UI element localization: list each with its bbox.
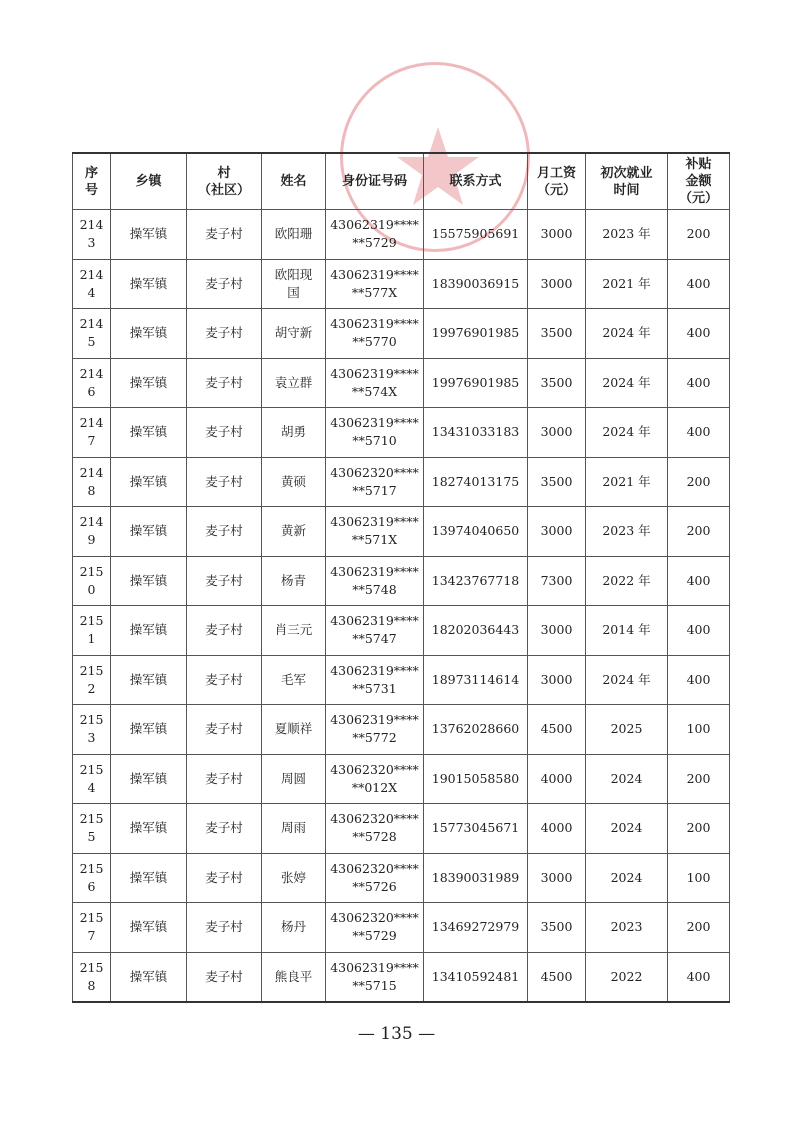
- cell-town: 操军镇: [111, 210, 187, 260]
- cell-first-job: 2022: [586, 952, 668, 1002]
- cell-name: 欧阳珊: [262, 210, 326, 260]
- header-seq: 序 号: [73, 153, 111, 210]
- cell-phone: 19976901985: [424, 358, 528, 408]
- cell-subsidy: 400: [668, 606, 730, 656]
- cell-subsidy: 400: [668, 309, 730, 359]
- cell-phone: 18202036443: [424, 606, 528, 656]
- cell-name: 周圆: [262, 754, 326, 804]
- cell-name: 欧阳现 国: [262, 259, 326, 309]
- table-row: [73, 853, 730, 903]
- cell-subsidy: 200: [668, 903, 730, 953]
- cell-wage: 4000: [528, 804, 586, 854]
- cell-phone: 13410592481: [424, 952, 528, 1002]
- cell-village: 麦子村: [187, 457, 262, 507]
- cell-phone: 19976901985: [424, 309, 528, 359]
- cell-phone: 15575905691: [424, 210, 528, 260]
- cell-town: 操军镇: [111, 507, 187, 557]
- cell-phone: 13974040650: [424, 507, 528, 557]
- cell-phone: 18973114614: [424, 655, 528, 705]
- cell-first-job: 2022 年: [586, 556, 668, 606]
- subsidy-table: [72, 152, 730, 1003]
- cell-village: 麦子村: [187, 655, 262, 705]
- cell-id-number: 43062319**** **574X: [326, 358, 424, 408]
- cell-village: 麦子村: [187, 903, 262, 953]
- table-row: [73, 210, 730, 260]
- cell-name: 周雨: [262, 804, 326, 854]
- cell-name: 肖三元: [262, 606, 326, 656]
- cell-subsidy: 100: [668, 705, 730, 755]
- cell-town: 操军镇: [111, 655, 187, 705]
- cell-town: 操军镇: [111, 804, 187, 854]
- table-header-row: [73, 153, 730, 210]
- cell-first-job: 2023 年: [586, 507, 668, 557]
- cell-name: 黄硕: [262, 457, 326, 507]
- cell-phone: 13423767718: [424, 556, 528, 606]
- table-row: [73, 507, 730, 557]
- cell-name: 夏顺祥: [262, 705, 326, 755]
- table-row: [73, 705, 730, 755]
- cell-village: 麦子村: [187, 408, 262, 458]
- cell-subsidy: 200: [668, 210, 730, 260]
- cell-wage: 3500: [528, 358, 586, 408]
- cell-seq: 215 0: [73, 556, 111, 606]
- cell-subsidy: 400: [668, 259, 730, 309]
- cell-seq: 215 5: [73, 804, 111, 854]
- cell-wage: 4000: [528, 754, 586, 804]
- cell-name: 袁立群: [262, 358, 326, 408]
- cell-first-job: 2021 年: [586, 457, 668, 507]
- cell-village: 麦子村: [187, 210, 262, 260]
- cell-village: 麦子村: [187, 507, 262, 557]
- cell-subsidy: 200: [668, 507, 730, 557]
- table-row: [73, 457, 730, 507]
- cell-town: 操军镇: [111, 259, 187, 309]
- cell-subsidy: 400: [668, 952, 730, 1002]
- table-row: [73, 556, 730, 606]
- cell-town: 操军镇: [111, 556, 187, 606]
- cell-phone: 18390036915: [424, 259, 528, 309]
- cell-wage: 3000: [528, 210, 586, 260]
- cell-wage: 3000: [528, 259, 586, 309]
- cell-first-job: 2024 年: [586, 408, 668, 458]
- table-row: [73, 655, 730, 705]
- table-row: [73, 358, 730, 408]
- cell-village: 麦子村: [187, 804, 262, 854]
- cell-village: 麦子村: [187, 754, 262, 804]
- header-wage: 月工资 （元）: [528, 153, 586, 210]
- cell-seq: 214 8: [73, 457, 111, 507]
- cell-id-number: 43062319**** **5710: [326, 408, 424, 458]
- cell-village: 麦子村: [187, 259, 262, 309]
- table-row: [73, 804, 730, 854]
- header-id: 身份证号码: [326, 153, 424, 210]
- cell-name: 胡勇: [262, 408, 326, 458]
- cell-id-number: 43062320**** **5717: [326, 457, 424, 507]
- cell-town: 操军镇: [111, 358, 187, 408]
- cell-phone: 18390031989: [424, 853, 528, 903]
- cell-town: 操军镇: [111, 705, 187, 755]
- cell-town: 操军镇: [111, 853, 187, 903]
- cell-id-number: 43062319**** **571X: [326, 507, 424, 557]
- cell-subsidy: 400: [668, 556, 730, 606]
- cell-name: 毛军: [262, 655, 326, 705]
- cell-seq: 215 2: [73, 655, 111, 705]
- cell-wage: 3500: [528, 309, 586, 359]
- cell-wage: 3500: [528, 457, 586, 507]
- cell-name: 熊良平: [262, 952, 326, 1002]
- cell-first-job: 2023 年: [586, 210, 668, 260]
- cell-subsidy: 100: [668, 853, 730, 903]
- cell-phone: 19015058580: [424, 754, 528, 804]
- table-row: [73, 259, 730, 309]
- cell-town: 操军镇: [111, 309, 187, 359]
- cell-wage: 3000: [528, 507, 586, 557]
- table-row: [73, 754, 730, 804]
- cell-first-job: 2024 年: [586, 309, 668, 359]
- table-row: [73, 952, 730, 1002]
- cell-wage: 7300: [528, 556, 586, 606]
- cell-id-number: 43062319**** **5729: [326, 210, 424, 260]
- cell-id-number: 43062320**** **5728: [326, 804, 424, 854]
- cell-first-job: 2014 年: [586, 606, 668, 656]
- cell-village: 麦子村: [187, 556, 262, 606]
- cell-wage: 3000: [528, 655, 586, 705]
- cell-town: 操军镇: [111, 754, 187, 804]
- cell-id-number: 43062319**** **5772: [326, 705, 424, 755]
- cell-subsidy: 200: [668, 754, 730, 804]
- table-body: [73, 210, 730, 1003]
- cell-first-job: 2024: [586, 754, 668, 804]
- cell-first-job: 2023: [586, 903, 668, 953]
- cell-seq: 214 5: [73, 309, 111, 359]
- cell-name: 胡守新: [262, 309, 326, 359]
- cell-seq: 215 7: [73, 903, 111, 953]
- table-row: [73, 309, 730, 359]
- cell-first-job: 2024: [586, 804, 668, 854]
- page-number: — 135 —: [357, 1024, 436, 1044]
- cell-wage: 3000: [528, 606, 586, 656]
- cell-wage: 3000: [528, 853, 586, 903]
- cell-seq: 214 3: [73, 210, 111, 260]
- cell-subsidy: 200: [668, 804, 730, 854]
- cell-seq: 215 4: [73, 754, 111, 804]
- cell-first-job: 2025: [586, 705, 668, 755]
- cell-name: 杨丹: [262, 903, 326, 953]
- header-first-job: 初次就业 时间: [586, 153, 668, 210]
- cell-subsidy: 400: [668, 408, 730, 458]
- cell-village: 麦子村: [187, 853, 262, 903]
- header-phone: 联系方式: [424, 153, 528, 210]
- cell-subsidy: 200: [668, 457, 730, 507]
- header-town: 乡镇: [111, 153, 187, 210]
- cell-village: 麦子村: [187, 358, 262, 408]
- cell-first-job: 2021 年: [586, 259, 668, 309]
- cell-seq: 214 9: [73, 507, 111, 557]
- cell-first-job: 2024: [586, 853, 668, 903]
- cell-village: 麦子村: [187, 705, 262, 755]
- table-row: [73, 408, 730, 458]
- cell-phone: 13762028660: [424, 705, 528, 755]
- cell-id-number: 43062319**** **577X: [326, 259, 424, 309]
- cell-id-number: 43062319**** **5747: [326, 606, 424, 656]
- cell-town: 操军镇: [111, 903, 187, 953]
- cell-id-number: 43062320**** **5729: [326, 903, 424, 953]
- table-row: [73, 903, 730, 953]
- cell-town: 操军镇: [111, 408, 187, 458]
- cell-phone: 13469272979: [424, 903, 528, 953]
- cell-id-number: 43062320**** **012X: [326, 754, 424, 804]
- cell-town: 操军镇: [111, 606, 187, 656]
- cell-seq: 214 6: [73, 358, 111, 408]
- cell-town: 操军镇: [111, 952, 187, 1002]
- cell-id-number: 43062319**** **5748: [326, 556, 424, 606]
- header-subsidy: 补贴 金额 （元）: [668, 153, 730, 210]
- cell-wage: 4500: [528, 705, 586, 755]
- cell-village: 麦子村: [187, 309, 262, 359]
- cell-id-number: 43062319**** **5731: [326, 655, 424, 705]
- cell-seq: 215 3: [73, 705, 111, 755]
- header-name: 姓名: [262, 153, 326, 210]
- cell-name: 黄新: [262, 507, 326, 557]
- cell-village: 麦子村: [187, 952, 262, 1002]
- cell-wage: 4500: [528, 952, 586, 1002]
- cell-subsidy: 400: [668, 655, 730, 705]
- cell-village: 麦子村: [187, 606, 262, 656]
- cell-town: 操军镇: [111, 457, 187, 507]
- cell-seq: 215 1: [73, 606, 111, 656]
- cell-seq: 214 7: [73, 408, 111, 458]
- cell-name: 杨青: [262, 556, 326, 606]
- cell-phone: 13431033183: [424, 408, 528, 458]
- cell-id-number: 43062320**** **5726: [326, 853, 424, 903]
- cell-id-number: 43062319**** **5715: [326, 952, 424, 1002]
- cell-subsidy: 400: [668, 358, 730, 408]
- cell-wage: 3000: [528, 408, 586, 458]
- cell-seq: 215 8: [73, 952, 111, 1002]
- cell-name: 张婷: [262, 853, 326, 903]
- cell-seq: 215 6: [73, 853, 111, 903]
- cell-first-job: 2024 年: [586, 655, 668, 705]
- cell-phone: 15773045671: [424, 804, 528, 854]
- table-row: [73, 606, 730, 656]
- cell-phone: 18274013175: [424, 457, 528, 507]
- header-village: 村 （社区）: [187, 153, 262, 210]
- cell-first-job: 2024 年: [586, 358, 668, 408]
- cell-id-number: 43062319**** **5770: [326, 309, 424, 359]
- cell-wage: 3500: [528, 903, 586, 953]
- cell-seq: 214 4: [73, 259, 111, 309]
